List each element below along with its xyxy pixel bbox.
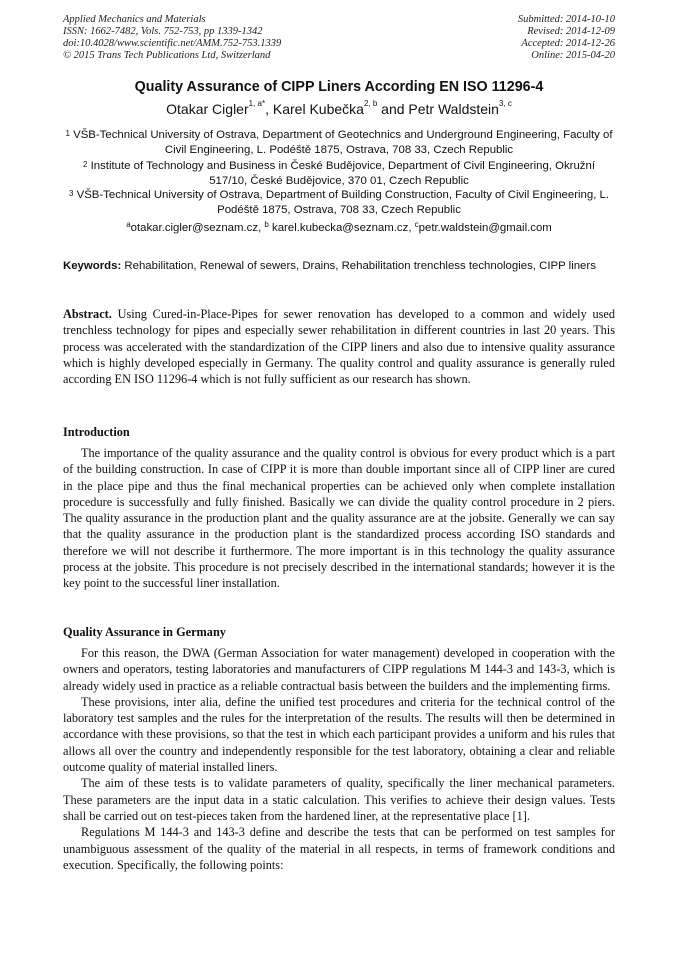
keywords-label: Keywords: <box>63 260 122 272</box>
date-revised: Revised: 2014-12-09 <box>527 26 615 37</box>
journal-doi[interactable]: doi:10.4028/www.scientific.net/AMM.752-753.1339 <box>63 38 282 49</box>
author-name: Karel Kubečka <box>272 101 364 117</box>
email-mark: b <box>264 220 269 229</box>
email-mark: c <box>414 220 419 229</box>
author-name: Otakar Cigler <box>166 101 249 117</box>
affiliation-text: VŠB-Technical University of Ostrava, Department of Building Construction, Faculty of Civil Engineering, L. Podéště 1875, Ostrava, 708 33, Czech Republic <box>76 189 610 216</box>
author-affil-mark: 1, a* <box>248 99 266 108</box>
paragraph: Regulations M 144-3 and 143-3 define and describe the tests that can be performed on test samples for unambiguous assessment of the quality of the material in all respects, in terms of framework conditions and execution. Specifically, the following points: <box>63 825 615 872</box>
date-accepted: Accepted: 2014-12-26 <box>521 38 615 49</box>
author-affil-mark: 3, c <box>498 99 512 108</box>
author-list <box>0 101 678 117</box>
affiliation-number: 2 <box>82 160 88 169</box>
affiliation <box>63 128 615 158</box>
email-link[interactable]: otakar.cigler@seznam.cz <box>130 222 259 234</box>
paragraph: The aim of these tests is to validate parameters of quality, specifically the liner mechanical parameters. These parameters are the input data in a static calculation. This verifies to achieve their design values. Tests shall be carried out on test-pieces taken from the hardened liner, at the representative place [1]. <box>63 776 615 823</box>
author-separator: and <box>377 101 409 117</box>
paragraph: The importance of the quality assurance and the quality control is obvious for every product which is a part of the building construction. In case of CIPP it is more than double important since all of CIPP liner are cured in the place pipe and thus the final mechanical properties can be achieved only when complete installation procedure is successfully and fully finished. Basically we can divide the quality control procedure in 2 piers. The quality assurance in the production plant and the quality assurance are at the jobsite. Generally we can say that the quality assurance in the production plant is the standardized process according ISO standards and therefore we will not describe it furthermore. The more important is in this technology the quality assurance process at the jobsite. This procedure is not precisely described in the international standards; however it is the key point to the successful liner installation. <box>63 446 615 591</box>
email-mark: a <box>126 220 131 229</box>
journal-issn: ISSN: 1662-7482, Vols. 752-753, pp 1339-1342 <box>63 26 263 37</box>
author-separator: , <box>265 101 273 117</box>
email-link[interactable]: karel.kubecka@seznam.cz <box>272 222 409 234</box>
keywords <box>63 259 615 274</box>
submission-dates <box>518 14 615 62</box>
email-link[interactable]: petr.waldstein@gmail.com <box>418 222 552 234</box>
abstract-label: Abstract. <box>63 307 112 321</box>
paragraph: These provisions, inter alia, define the unified test procedures and criteria for the technical control of the laboratory test samples and the rules for the interpretation of the results. The results will then be determined in accordance with these provisions, so that the test in which each participant provides a uniform and his rules that allows all over the country and independently responsible for the test laboratory, obtaining a clear and reliable outcome quality of material installed liners. <box>63 694 615 775</box>
journal-name: Applied Mechanics and Materials <box>63 14 206 25</box>
abstract-text: Using Cured-in-Place-Pipes for sewer renovation has developed to a common and widely used trenchless technology for pipes and especially sewer rehabilitation in different countries in last 20 years. This process was accelerated with the standardization of the CIPP liners and also due to intensive quality assurance which is highly developed especially in Germany. The quality control and quality assurance is generally ruled according EN ISO 11296-4 which is not fully sufficient as our research has shown. <box>63 307 615 387</box>
affiliation <box>63 159 615 189</box>
germany-body <box>63 645 615 873</box>
abstract <box>63 306 615 387</box>
journal-info <box>63 14 281 62</box>
author-affil-mark: 2, b <box>363 99 378 108</box>
section-heading-introduction: Introduction <box>63 425 130 439</box>
date-online: Online: 2015-04-20 <box>531 50 615 61</box>
affiliation-number: 3 <box>68 189 74 198</box>
journal-copyright: © 2015 Trans Tech Publications Ltd, Switzerland <box>63 50 271 61</box>
keywords-text: Rehabilitation, Renewal of sewers, Drains, Rehabilitation trenchless technologies, CIPP liners <box>124 260 596 272</box>
affiliation <box>63 188 615 218</box>
paper-title: Quality Assurance of CIPP Liners According EN ISO 11296-4 <box>134 79 544 95</box>
section-heading-quality-germany: Quality Assurance in Germany <box>63 625 226 639</box>
paragraph: For this reason, the DWA (German Association for water management) developed in cooperation with the owners and operators, testing laboratories and manufacturers of CIPP regulations M 144-3 and 143-3, which is already widely used in practice as a reliable contractual basis between the builders and the implementing firms. <box>63 646 615 693</box>
email-list: $^a$otakar.cigler@seznam.cz, $^b$ karel.kubecka@seznam.cz, $^c$petr.waldstein@gmail.com <box>126 220 552 234</box>
affiliation-text: Institute of Technology and Business in České Budějovice, Department of Civil Engineering, Okružní 517/10, České Budějovice, 370 01, Czech Republic <box>90 160 596 187</box>
affiliation-text: VŠB-Technical University of Ostrava, Department of Geotechnics and Underground Engineering, Faculty of Civil Engineering, L. Podéště 1875, Ostrava, 708 33, Czech Republic <box>73 129 613 156</box>
introduction-body <box>63 445 615 592</box>
date-submitted: Submitted: 2014-10-10 <box>517 14 615 25</box>
author-name: Petr Waldstein <box>408 101 499 117</box>
affiliation-number: 1 <box>65 129 70 138</box>
